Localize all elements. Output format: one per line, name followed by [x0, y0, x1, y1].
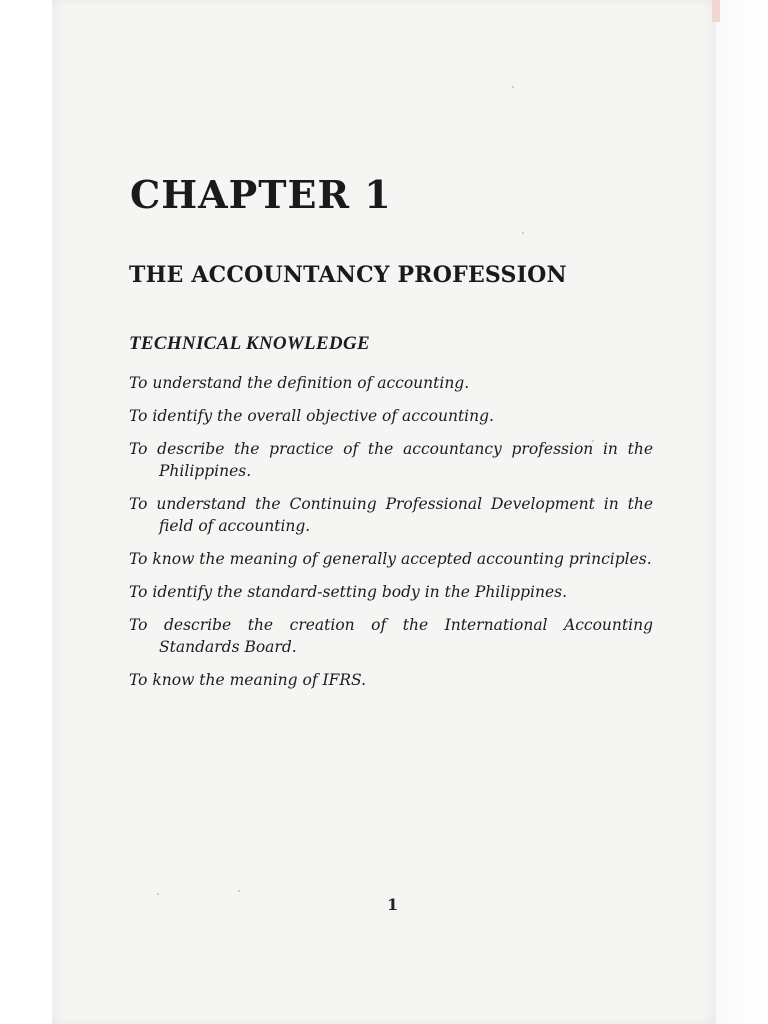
paper-speck	[157, 893, 159, 895]
objective-item: To know the meaning of IFRS.	[129, 671, 367, 689]
objective-item: To know the meaning of generally accepted accounting principles.	[129, 550, 652, 568]
objective-item: To identify the standard-setting body in the Philippines.	[129, 583, 568, 601]
objective-item: To describe the creation of the International Accounting Standards Board.	[129, 616, 653, 656]
page-corner-tint	[712, 0, 720, 22]
objective-item: To understand the definition of accounting.	[129, 374, 470, 392]
chapter-title: CHAPTER 1	[130, 172, 392, 217]
page-number: 1	[387, 895, 399, 914]
objective-item: To describe the practice of the accountancy profession in the Philippines.	[129, 440, 653, 480]
page-edge	[716, 0, 768, 1024]
paper-speck	[238, 890, 240, 892]
objective-item: To identify the overall objective of accounting.	[129, 407, 494, 425]
paper-speck	[512, 86, 514, 88]
subheading: TECHNICAL KNOWLEDGE	[129, 333, 370, 354]
objectives-list	[129, 372, 653, 702]
section-title: THE ACCOUNTANCY PROFESSION	[129, 262, 567, 288]
objective-item: To understand the Continuing Professional Development in the field of accounting.	[129, 495, 653, 535]
paper-speck	[522, 232, 524, 234]
